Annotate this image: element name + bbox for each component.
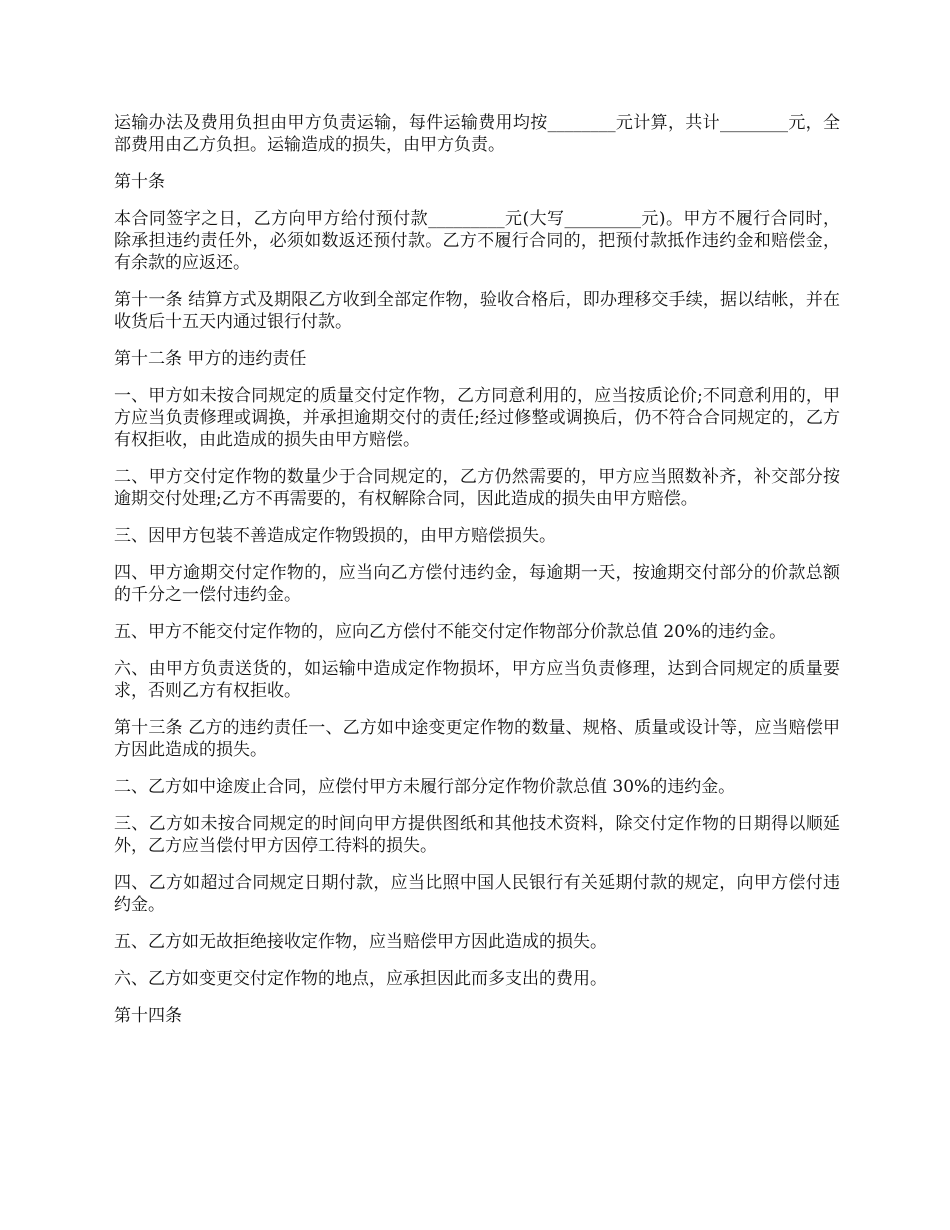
party-a-liability-3: 三、因甲方包装不善造成定作物毁损的，由甲方赔偿损失。 xyxy=(114,526,556,546)
paragraph-prepayment: 本合同签字之日，乙方向甲方给付预付款_________元(大写_________元)。甲方不履行合同时，除承担违约责任外，必须如数返还预付款。乙方不履行合同的，把预付款抵作违约金和赔偿金，有余款的应返还。 xyxy=(114,209,840,273)
party-b-liability-3: 三、乙方如未按合同规定的时间向甲方提供图纸和其他技术资料，除交付定作物的日期得以顺延外，乙方应当偿付甲方因停工待料的损失。 xyxy=(114,814,840,856)
party-b-liability-5: 五、乙方如无故拒绝接收定作物，应当赔偿甲方因此造成的损失。 xyxy=(114,932,607,952)
party-b-liability-4: 四、乙方如超过合同规定日期付款，应当比照中国人民银行有关延期付款的规定，向甲方偿付违约金。 xyxy=(114,873,840,915)
article-14-heading: 第十四条 xyxy=(114,1006,182,1026)
party-b-liability-6: 六、乙方如变更交付定作物的地点，应承担因此而多支出的费用。 xyxy=(114,969,607,989)
party-a-liability-4: 四、甲方逾期交付定作物的，应当向乙方偿付违约金，每逾期一天，按逾期交付部分的价款总额的千分之一偿付违约金。 xyxy=(114,563,840,605)
document-page xyxy=(114,112,840,1042)
article-11-settlement: 第十一条 结算方式及期限乙方收到全部定作物，验收合格后，即办理移交手续，据以结帐，并在收货后十五天内通过银行付款。 xyxy=(114,290,840,332)
party-a-liability-5: 五、甲方不能交付定作物的，应向乙方偿付不能交付定作物部分价款总值 20%的违约金。 xyxy=(114,622,787,642)
party-a-liability-2: 二、甲方交付定作物的数量少于合同规定的，乙方仍然需要的，甲方应当照数补齐，补交部分按逾期交付处理;乙方不再需要的，有权解除合同，因此造成的损失由甲方赔偿。 xyxy=(114,467,840,509)
party-a-liability-1: 一、甲方如未按合同规定的质量交付定作物，乙方同意利用的，应当按质论价;不同意利用的，甲方应当负责修理或调换，并承担逾期交付的责任;经过修整或调换后，仍不符合合同规定的，乙方有权拒收，由此造成的损失由甲方赔偿。 xyxy=(114,386,840,450)
party-b-liability-2: 二、乙方如中途废止合同，应偿付甲方未履行部分定作物价款总值 30%的违约金。 xyxy=(114,777,736,797)
paragraph-transport-cost: 运输办法及费用负担由甲方负责运输，每件运输费用均按________元计算，共计________元，全部费用由乙方负担。运输造成的损失，由甲方负责。 xyxy=(114,113,840,155)
article-10-heading: 第十条 xyxy=(114,172,165,192)
article-12-heading: 第十二条 甲方的违约责任 xyxy=(114,349,307,369)
party-a-liability-6: 六、由甲方负责送货的，如运输中造成定作物损坏，甲方应当负责修理，达到合同规定的质量要求，否则乙方有权拒收。 xyxy=(114,659,840,701)
article-13-party-b-liability-1: 第十三条 乙方的违约责任一、乙方如中途变更定作物的数量、规格、质量或设计等，应当赔偿甲方因此造成的损失。 xyxy=(114,718,840,760)
